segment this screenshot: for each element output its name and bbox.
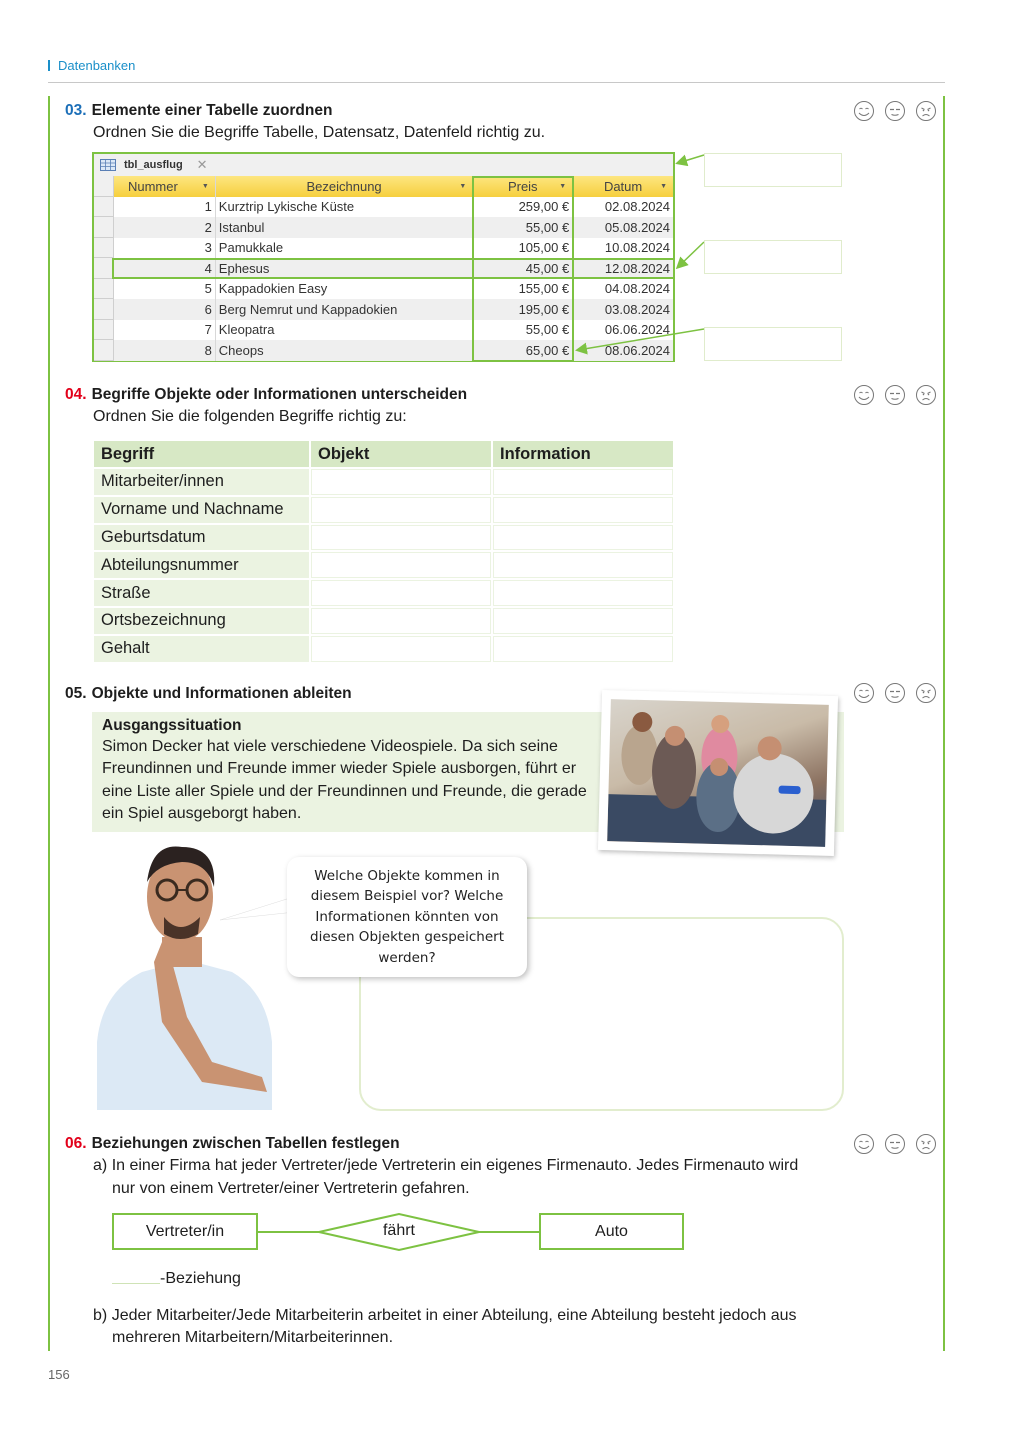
cell-nummer: 5 [114,279,216,300]
table-row [94,636,673,662]
dropdown-arrow-icon[interactable]: ▼ [459,182,467,190]
row-selector[interactable] [94,320,114,341]
select-all-corner[interactable] [94,176,114,197]
dropdown-arrow-icon[interactable]: ▼ [660,182,667,190]
cell-datum: 02.08.2024 [604,199,670,215]
cell-bezeichnung: Kleopatra [216,320,474,341]
objekt-answer-cell[interactable] [311,608,491,634]
er-connector-right [478,1231,540,1233]
objekt-answer-cell[interactable] [311,552,491,578]
cell-nummer: 8 [114,340,216,361]
task-06-number: 06. [65,1135,87,1152]
cell-bezeichnung: Pamukkale [216,238,474,259]
task-05-title: Objekte und Informationen ableiten [91,685,352,702]
column-header-bezeichnung[interactable]: Bezeichnung ▼ [216,176,474,197]
neutral-face-icon[interactable] [884,384,906,406]
row-selector[interactable] [94,299,114,320]
page-number: 156 [48,1367,70,1382]
table-name: tbl_ausflug [124,159,183,171]
subtask-a-label: a) [93,1157,108,1174]
happy-face-icon[interactable] [853,1133,875,1155]
information-answer-cell[interactable] [493,552,673,578]
situation-title: Ausgangssituation [102,717,242,734]
task-06-title: Beziehungen zwischen Tabellen festlegen [91,1135,400,1152]
task-03-number: 03. [65,102,87,119]
row-selector[interactable] [94,279,114,300]
situation-text: Simon Decker hat viele verschiedene Videospiele. Da sich seine Freundinnen und Freunde immer wieder Spiele ausborgen, führt er eine Liste aller Spiele und der Freundinnen und Freunde, die gerade ein Spiel ausgeborgt haben. [102,738,587,822]
er-entity-vertreter: Vertreter/in [112,1213,258,1250]
photo-image [607,699,829,847]
task-04-title: Begriffe Objekte oder Informationen unterscheiden [91,386,468,403]
task-06-heading [65,1135,400,1153]
task-05-number: 05. [65,685,87,702]
cell-nummer: 2 [114,217,216,238]
sad-face-icon[interactable] [915,100,937,122]
objekt-information-table [92,439,675,664]
row-selector[interactable] [94,197,114,218]
information-answer-cell[interactable] [493,497,673,523]
task-05-heading [65,685,352,703]
self-assessment-04 [853,384,937,406]
information-answer-cell[interactable] [493,608,673,634]
dropdown-arrow-icon[interactable]: ▼ [201,182,209,190]
table-row [94,525,673,551]
cell-datum: 08.06.2024 [604,342,670,358]
cell-bezeichnung: Kurztrip Lykische Küste [216,197,474,218]
chapter-header [48,58,135,73]
relationship-suffix: -Beziehung [160,1270,241,1287]
task-04-heading [65,386,467,404]
sad-face-icon[interactable] [915,384,937,406]
term-cell: Geburtsdatum [94,525,309,551]
objekt-answer-cell[interactable] [311,580,491,606]
self-assessment-03 [853,100,937,122]
neutral-face-icon[interactable] [884,682,906,704]
gaming-friends-illustration [607,699,829,847]
self-assessment-05 [853,682,937,704]
happy-face-icon[interactable] [853,682,875,704]
subtask-a-text-2: nur von einem Vertreter/einer Vertreterin gefahren. [112,1180,470,1197]
term-cell: Abteilungsnummer [94,552,309,578]
row-selector[interactable] [94,340,114,361]
friends-gaming-photo [598,690,838,856]
term-cell: Ortsbezeichnung [94,608,309,634]
information-answer-cell[interactable] [493,580,673,606]
sad-face-icon[interactable] [915,682,937,704]
neutral-face-icon[interactable] [884,1133,906,1155]
cell-bezeichnung: Ephesus [216,258,474,279]
table-row [94,469,673,495]
cell-nummer: 6 [114,299,216,320]
table-row [94,552,673,578]
close-tab-icon[interactable]: ✕ [196,157,208,172]
task-03-instruction: Ordnen Sie die Begriffe Tabelle, Datensatz, Datenfeld richtig zu. [93,124,546,141]
column-header-preis[interactable]: Preis ▼ [473,176,573,197]
dropdown-arrow-icon[interactable]: ▼ [559,182,567,190]
term-cell: Gehalt [94,636,309,662]
task-04-number: 04. [65,386,87,403]
task-03-heading [65,102,332,120]
sad-face-icon[interactable] [915,1133,937,1155]
cell-preis: 65,00 € [473,340,573,361]
self-assessment-06 [853,1133,937,1155]
header-begriff: Begriff [94,441,309,467]
speech-bubble: Welche Objekte kommen in diesem Beispiel vor? Welche Informationen könnten von diesen Objekten gespeichert werden? [287,857,527,977]
information-answer-cell[interactable] [493,469,673,495]
cell-bezeichnung: Berg Nemrut und Kappadokien [216,299,474,320]
happy-face-icon[interactable] [853,384,875,406]
neutral-face-icon[interactable] [884,100,906,122]
objekt-answer-cell[interactable] [311,497,491,523]
cell-preis: 55,00 € [473,320,573,341]
cell-preis: 105,00 € [473,238,573,259]
cell-preis: 195,00 € [473,299,573,320]
information-answer-cell[interactable] [493,525,673,551]
cell-nummer: 4 [114,258,216,279]
happy-face-icon[interactable] [853,100,875,122]
thinking-man-illustration [92,842,277,1110]
task-04-instruction: Ordnen Sie die folgenden Begriffe richtig zu: [93,408,407,425]
term-cell: Mitarbeiter/innen [94,469,309,495]
cell-datum: 03.08.2024 [604,301,670,317]
table-tab[interactable] [94,154,216,176]
cell-bezeichnung: Cheops [216,340,474,361]
cell-datum: 12.08.2024 [604,260,670,276]
er-relationship-label: fährt [382,1222,415,1239]
objekt-answer-cell[interactable] [311,525,491,551]
answer-box-datenfeld[interactable] [704,327,842,361]
subtask-b-text-2: mehreren Mitarbeitern/Mitarbeiterinnen. [112,1329,394,1346]
cell-datum: 06.06.2024 [604,322,670,338]
header-objekt: Objekt [311,441,491,467]
cell-bezeichnung: Istanbul [216,217,474,238]
frame-left-border [48,96,50,1351]
table-grid-icon [100,159,116,171]
term-cell: Straße [94,580,309,606]
information-answer-cell[interactable] [493,636,673,662]
row-selector[interactable] [94,238,114,259]
cell-preis: 155,00 € [473,279,573,300]
subtask-a-text-1: In einer Firma hat jeder Vertreter/jede Vertreterin ein eigenes Firmenauto. Jedes Firmenauto wird [111,1157,799,1174]
cell-datum: 10.08.2024 [604,240,670,256]
objekt-answer-cell[interactable] [311,636,491,662]
cell-bezeichnung: Kappadokien Easy [216,279,474,300]
thinking-man-image [92,842,277,1110]
column-header-datum[interactable]: Datum ▼ [603,178,667,194]
cell-nummer: 3 [114,238,216,259]
header-information: Information [493,441,673,467]
pointer-arrows [560,150,710,365]
objekt-answer-cell[interactable] [311,469,491,495]
cell-nummer: 7 [114,320,216,341]
task-03-title: Elemente einer Tabelle zuordnen [91,102,333,119]
term-cell: Vorname und Nachname [94,497,309,523]
chapter-title: Datenbanken [58,58,136,73]
table-header-row [94,441,673,467]
answer-box-datensatz[interactable] [704,240,842,274]
relationship-type-blank[interactable] [112,1283,160,1284]
cell-preis: 55,00 € [473,217,573,238]
subtask-b-text-1: Jeder Mitarbeiter/Jede Mitarbeiterin arbeitet in einer Abteilung, eine Abteilung besteht jedoch aus [111,1307,797,1324]
row-selector[interactable] [94,258,114,279]
table-row [94,580,673,606]
chapter-bar [48,60,50,71]
answer-box-tabelle[interactable] [704,153,842,187]
row-selector[interactable] [94,217,114,238]
cell-datum: 05.08.2024 [604,219,670,235]
subtask-a-line1 [93,1157,798,1175]
header-divider [48,82,945,83]
cell-datum: 04.08.2024 [604,281,670,297]
table-row [94,608,673,634]
cell-preis: 259,00 € [473,197,573,218]
subtask-b-line1 [93,1307,797,1325]
frame-right-border [943,96,945,1351]
er-connector-left [258,1231,320,1233]
cell-nummer: 1 [114,197,216,218]
column-header-nummer[interactable]: Nummer ▼ [114,176,216,197]
subtask-b-label: b) [93,1307,108,1324]
er-entity-auto: Auto [539,1213,684,1250]
table-row [94,497,673,523]
cell-preis: 45,00 € [473,258,573,279]
